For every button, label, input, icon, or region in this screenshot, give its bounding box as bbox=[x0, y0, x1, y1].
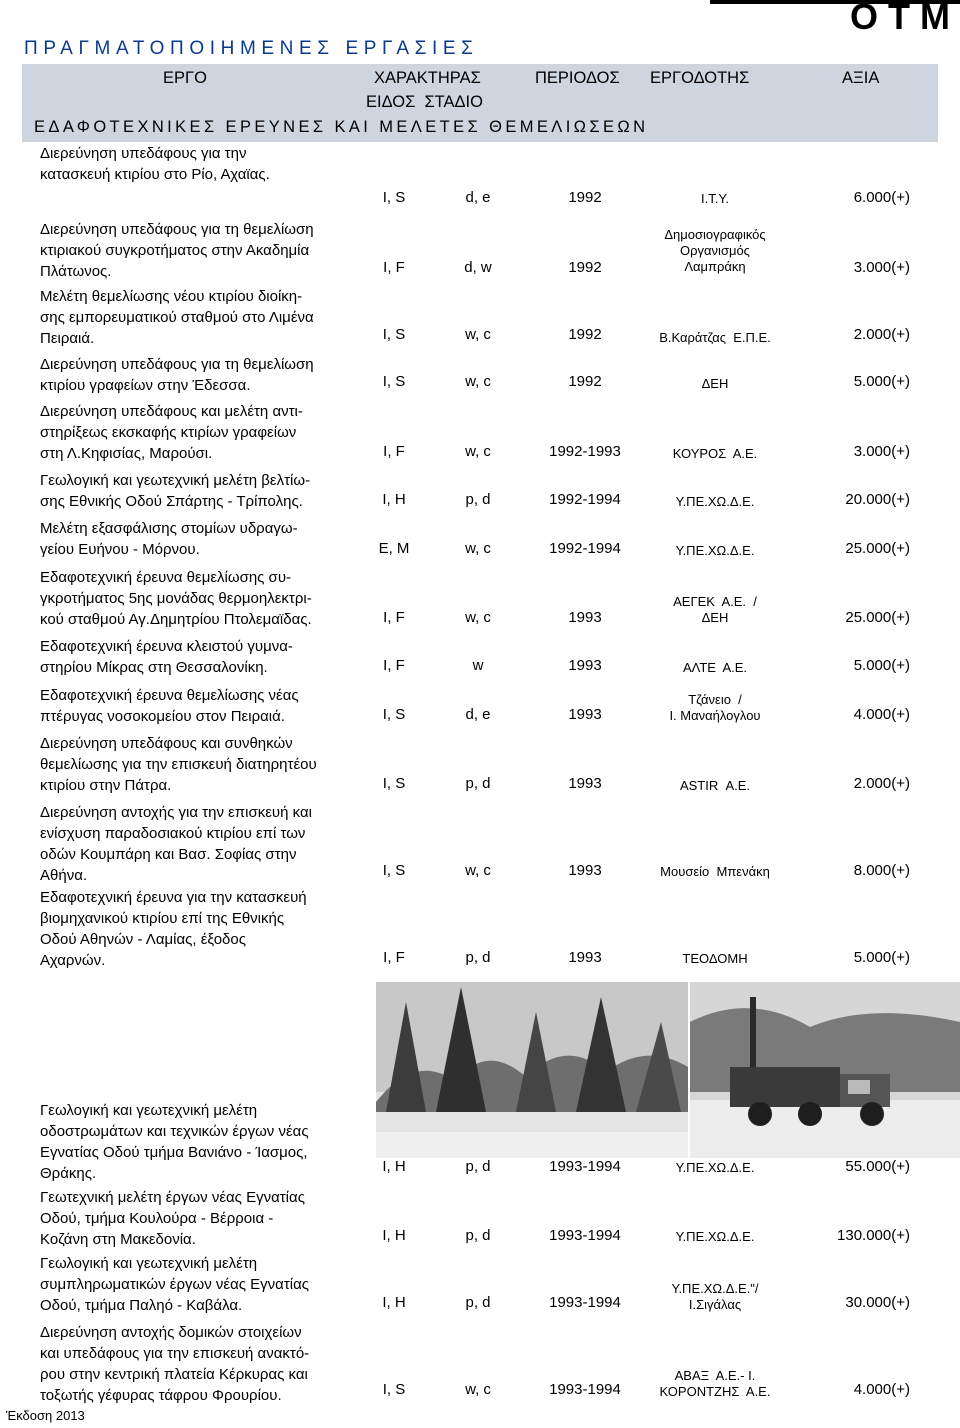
row-14-character: I, H bbox=[382, 1158, 406, 1175]
row-1-client: Ι.Τ.Υ. bbox=[701, 191, 729, 206]
row-15-type: p, d bbox=[465, 1227, 491, 1244]
row-7-period: 1992-1994 bbox=[549, 540, 621, 557]
row-4-type: w, c bbox=[465, 373, 491, 390]
header-type-stage: ΕΙΔΟΣ ΣΤΑΔΙΟ bbox=[366, 93, 483, 111]
row-4-character: I, S bbox=[382, 373, 406, 390]
row-5-client: ΚΟΥΡΟΣ Α.Ε. bbox=[672, 446, 758, 461]
row-14-value: 55.000(+) bbox=[845, 1158, 910, 1175]
row-10-description: Εδαφοτεχνική έρευνα θεμελίωσης νέας πτέρυγας νοσοκομείου στον Πειραιά. bbox=[40, 687, 299, 725]
row-8-description: Εδαφοτεχνική έρευνα θεμελίωσης συ- γκροτήματος 5ης μονάδας θερμοηλεκτρι- κού σταθμού Αγ.Δημητρίου Πτολεμαϊδας. bbox=[40, 569, 312, 628]
row-6-description: Γεωλογική και γεωτεχνική μελέτη βελτίω- σης Εθνικής Οδού Σπάρτης - Τρίπολης. bbox=[40, 472, 311, 510]
row-16-type: p, d bbox=[465, 1294, 491, 1311]
row-11-value: 2.000(+) bbox=[853, 775, 910, 792]
row-17-description: Διερεύνηση αντοχής δομικών στοιχείων και υπεδάφους για την επισκευή ανακτό- ρου στην κεντρική πλατεία Κέρκυρας και τοξωτής γέφυρας τάφρου Φρουρίου. bbox=[40, 1324, 310, 1404]
row-2-description: Διερεύνηση υπεδάφους για τη θεμελίωση κτιριακού συγκροτήματος στην Ακαδημία Πλάτωνος. bbox=[40, 221, 314, 280]
row-8-value: 25.000(+) bbox=[845, 609, 910, 626]
company-logo: OTM bbox=[850, 0, 960, 37]
row-1-value: 6.000(+) bbox=[853, 189, 910, 206]
row-9-type: w bbox=[472, 657, 484, 674]
row-15-period: 1993-1994 bbox=[549, 1227, 621, 1244]
header-project: ΕΡΓΟ bbox=[163, 69, 207, 87]
row-10-character: I, S bbox=[382, 706, 406, 723]
row-13-period: 1993 bbox=[568, 949, 602, 966]
row-3-character: I, S bbox=[382, 326, 406, 343]
row-9-client: ΑΛΤΕ Α.Ε. bbox=[682, 660, 748, 675]
row-15-character: I, H bbox=[382, 1227, 406, 1244]
row-8-client: ΑΕΓΕΚ Α.Ε. / ΔΕΗ bbox=[673, 594, 757, 625]
row-6-value: 20.000(+) bbox=[845, 491, 910, 508]
row-8-period: 1993 bbox=[568, 609, 602, 626]
row-2-type: d, w bbox=[464, 259, 492, 276]
row-17-client: ΑΒΑΞ Α.Ε.- Ι. ΚΟΡΟΝΤΖΗΣ Α.Ε. bbox=[659, 1368, 771, 1399]
row-7-type: w, c bbox=[465, 540, 491, 557]
row-3-description: Μελέτη θεμελίωσης νέου κτιρίου διοίκη- σης εμπορευματικού σταθμού στο Λιμένα Πειραιά. bbox=[40, 288, 314, 347]
row-3-period: 1992 bbox=[568, 326, 602, 343]
row-14-description: Γεωλογική και γεωτεχνική μελέτη οδοστρωμάτων και τεχνικών έργων νέας Εγνατίας Οδού τμήμα Βανιάνο - Ίασμος, Θράκης. bbox=[40, 1102, 309, 1182]
row-13-value: 5.000(+) bbox=[853, 949, 910, 966]
row-4-period: 1992 bbox=[568, 373, 602, 390]
row-15-client: Υ.ΠΕ.ΧΩ.Δ.Ε. bbox=[675, 1229, 755, 1244]
row-15-value: 130.000(+) bbox=[837, 1227, 910, 1244]
row-5-description: Διερεύνηση υπεδάφους και μελέτη αντι- στηρίξεως εκσκαφής κτιρίων γραφείων στη Λ.Κηφισίας, Μαρούσι. bbox=[40, 403, 303, 462]
row-12-character: I, S bbox=[382, 862, 406, 879]
row-4-value: 5.000(+) bbox=[853, 373, 910, 390]
row-11-type: p, d bbox=[465, 775, 491, 792]
row-12-type: w, c bbox=[465, 862, 491, 879]
row-17-period: 1993-1994 bbox=[549, 1381, 621, 1398]
row-9-value: 5.000(+) bbox=[853, 657, 910, 674]
row-4-client: ΔΕΗ bbox=[701, 376, 729, 391]
row-10-client: Τζάνειο / Ι. Μαναήλογλου bbox=[669, 692, 761, 723]
row-17-value: 4.000(+) bbox=[853, 1381, 910, 1398]
page-title: ΠΡΑΓΜΑΤΟΠΟΙΗΜΕΝΕΣ ΕΡΓΑΣΙΕΣ bbox=[24, 38, 479, 59]
row-1-character: I, S bbox=[382, 189, 406, 206]
header-value: ΑΞΙΑ bbox=[842, 69, 880, 87]
row-7-client: Υ.ΠΕ.ΧΩ.Δ.Ε. bbox=[675, 543, 755, 558]
row-6-client: Υ.ΠΕ.ΧΩ.Δ.Ε. bbox=[675, 494, 755, 509]
row-6-type: p, d bbox=[465, 491, 491, 508]
row-11-character: I, S bbox=[382, 775, 406, 792]
row-5-type: w, c bbox=[465, 443, 491, 460]
row-9-period: 1993 bbox=[568, 657, 602, 674]
section-heading: ΕΔΑΦΟΤΕΧΝΙΚΕΣ ΕΡΕΥΝΕΣ ΚΑΙ ΜΕΛΕΤΕΣ ΘΕΜΕΛΙΩΣΕΩΝ bbox=[34, 118, 649, 136]
row-10-type: d, e bbox=[465, 706, 491, 723]
row-12-description: Διερεύνηση αντοχής για την επισκευή και ενίσχυση παραδοσιακού κτιρίου επί των οδών Κουμπάρη και Βασ. Σοφίας στην Αθήνα. bbox=[40, 804, 312, 884]
row-3-client: Β.Καράτζας Ε.Π.Ε. bbox=[659, 330, 771, 345]
row-17-type: w, c bbox=[465, 1381, 491, 1398]
row-12-value: 8.000(+) bbox=[853, 862, 910, 879]
row-7-value: 25.000(+) bbox=[845, 540, 910, 557]
row-7-description: Μελέτη εξασφάλισης στομίων υδραγω- γείου Ευήνου - Μόρνου. bbox=[40, 520, 298, 558]
row-7-character: E, M bbox=[378, 540, 410, 557]
row-6-character: I, H bbox=[382, 491, 406, 508]
photo-trees bbox=[376, 982, 688, 1158]
row-16-character: I, H bbox=[382, 1294, 406, 1311]
photo-drill-truck bbox=[690, 982, 960, 1158]
row-12-period: 1993 bbox=[568, 862, 602, 879]
row-17-character: I, S bbox=[382, 1381, 406, 1398]
row-2-client: Δημοσιογραφικός Οργανισμός Λαμπράκη bbox=[664, 227, 766, 274]
row-3-type: w, c bbox=[465, 326, 491, 343]
row-2-character: I, F bbox=[383, 259, 405, 276]
row-14-type: p, d bbox=[465, 1158, 491, 1175]
header-client: ΕΡΓΟΔΟΤΗΣ bbox=[650, 69, 750, 87]
header-character: ΧΑΡΑΚΤΗΡΑΣ bbox=[374, 69, 481, 87]
row-5-value: 3.000(+) bbox=[853, 443, 910, 460]
row-13-type: p, d bbox=[465, 949, 491, 966]
row-3-value: 2.000(+) bbox=[853, 326, 910, 343]
row-2-value: 3.000(+) bbox=[853, 259, 910, 276]
row-11-period: 1993 bbox=[568, 775, 602, 792]
row-10-period: 1993 bbox=[568, 706, 602, 723]
header-period: ΠΕΡΙΟΔΟΣ bbox=[535, 69, 620, 87]
row-8-type: w, c bbox=[465, 609, 491, 626]
row-9-character: I, F bbox=[383, 657, 405, 674]
row-16-value: 30.000(+) bbox=[845, 1294, 910, 1311]
row-12-client: Μουσείο Μπενάκη bbox=[660, 864, 770, 879]
row-1-type: d, e bbox=[465, 189, 491, 206]
edition-footer: Έκδοση 2013 bbox=[6, 1408, 85, 1423]
row-9-description: Εδαφοτεχνική έρευνα κλειστού γυμνα- στηρίου Μίκρας στη Θεσσαλονίκη. bbox=[40, 638, 293, 676]
row-2-period: 1992 bbox=[568, 259, 602, 276]
row-11-description: Διερεύνηση υπεδάφους και συνθηκών θεμελίωσης για την επισκευή διατηρητέου κτιρίου στην Πάτρα. bbox=[40, 735, 317, 794]
row-6-period: 1992-1994 bbox=[549, 491, 621, 508]
row-5-period: 1992-1993 bbox=[549, 443, 621, 460]
row-13-description: Εδαφοτεχνική έρευνα για την κατασκευή βιομηχανικού κτιρίου επί της Εθνικής Οδού Αθηνών - Λαμίας, έξοδος Αχαρνών. bbox=[40, 889, 307, 969]
row-1-description: Διερεύνηση υπεδάφους για την κατασκευή κτιρίου στο Ρίο, Αχαϊας. bbox=[40, 145, 270, 183]
row-16-description: Γεωλογική και γεωτεχνική μελέτη συμπληρωματικών έργων νέας Εγνατίας Οδού, τμήμα Παληό - Καβάλα. bbox=[40, 1255, 309, 1314]
row-14-client: Υ.ΠΕ.ΧΩ.Δ.Ε. bbox=[675, 1160, 755, 1175]
row-8-character: I, F bbox=[383, 609, 405, 626]
row-16-period: 1993-1994 bbox=[549, 1294, 621, 1311]
row-10-value: 4.000(+) bbox=[853, 706, 910, 723]
row-1-period: 1992 bbox=[568, 189, 602, 206]
row-4-description: Διερεύνηση υπεδάφους για τη θεμελίωση κτιρίου γραφείων στην Έδεσσα. bbox=[40, 356, 314, 394]
row-15-description: Γεωτεχνική μελέτη έργων νέας Εγνατίας Οδού, τμήμα Κουλούρα - Βέρροια - Κοζάνη στη Μακεδονία. bbox=[40, 1189, 305, 1248]
row-11-client: ASTIR Α.Ε. bbox=[679, 778, 751, 793]
row-13-client: ΤΕΟΔΟΜΗ bbox=[682, 951, 748, 966]
row-13-character: I, F bbox=[383, 949, 405, 966]
row-14-period: 1993-1994 bbox=[549, 1158, 621, 1175]
row-16-client: Υ.ΠΕ.ΧΩ.Δ.Ε."/ Ι.Σιγάλας bbox=[671, 1281, 759, 1312]
row-5-character: I, F bbox=[383, 443, 405, 460]
